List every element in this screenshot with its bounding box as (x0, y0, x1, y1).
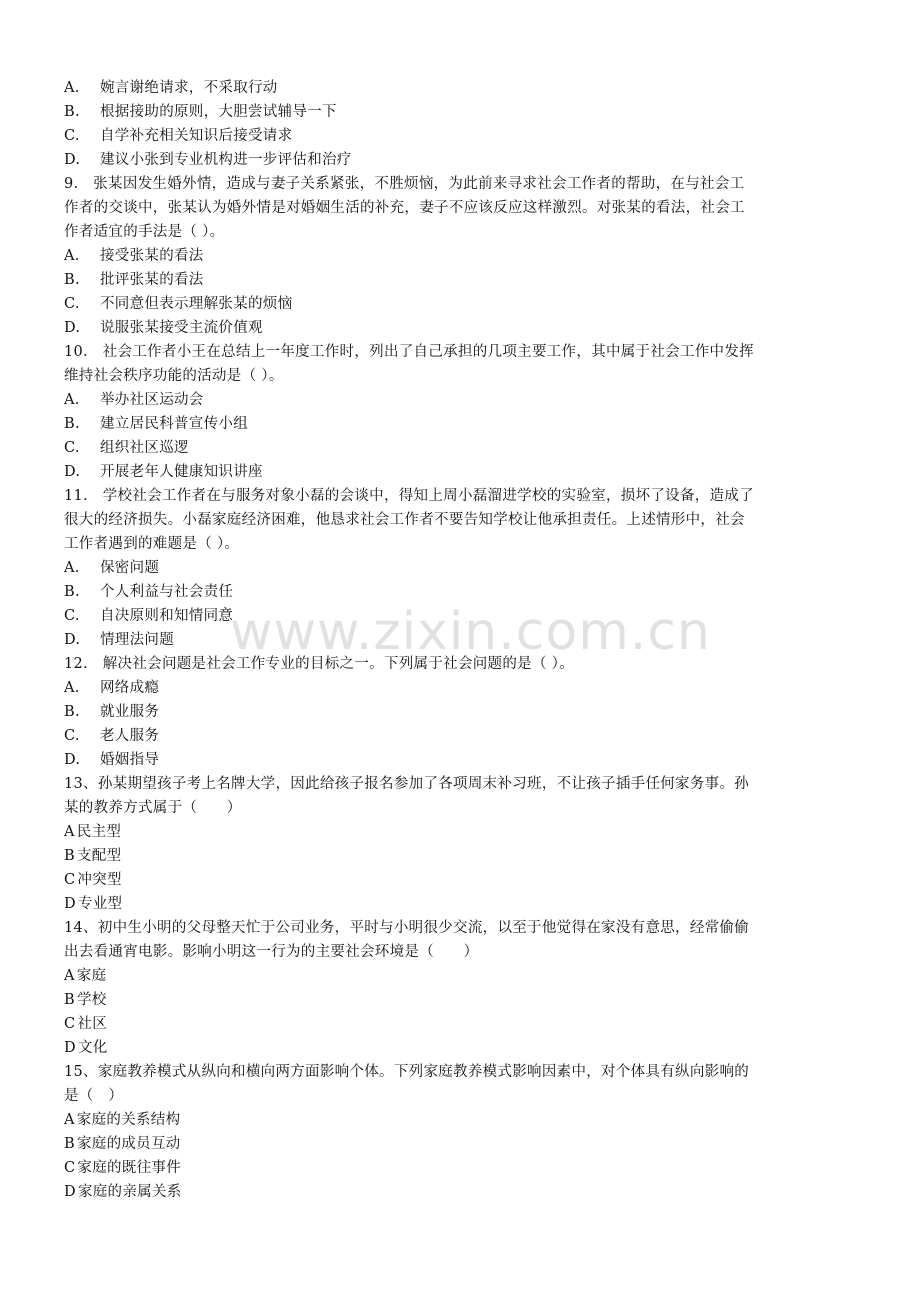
option-key: D. (64, 464, 81, 480)
answer-option (64, 700, 824, 724)
answer-option (64, 412, 824, 436)
option-text: 就业服务 (100, 704, 160, 720)
answer-option (64, 988, 824, 1012)
option-key: C. (64, 296, 80, 312)
option-text: 老人服务 (100, 728, 160, 744)
question-text-line: 15、家庭教养模式从纵向和横向两方面影响个体。下列家庭教养模式影响因素中，对个体具有纵向影响的 (64, 1064, 750, 1080)
option-key: B (64, 1136, 75, 1152)
answer-option (64, 604, 824, 628)
question-text-line: 14、初中生小明的父母整天忙于公司业务，平时与小明很少交流，以至于他觉得在家没有意思，经常偷偷 (64, 920, 750, 936)
option-text: 婉言谢绝请求，不采取行动 (100, 80, 278, 96)
question-text-line: 工作者遇到的难题是（ ）。 (64, 536, 240, 552)
option-key: C (64, 1160, 76, 1176)
answer-option (64, 556, 824, 580)
option-key: D. (64, 320, 81, 336)
option-text: 建立居民科普宣传小组 (100, 416, 248, 432)
option-key: B (64, 848, 75, 864)
option-key: A. (64, 680, 80, 696)
option-text: 根据接助的原则，大胆尝试辅导一下 (100, 104, 337, 120)
option-text: 家庭 (76, 968, 107, 984)
option-key: A (64, 824, 75, 840)
option-text: 冲突型 (77, 872, 122, 888)
answer-option (64, 748, 824, 772)
answer-option (64, 1156, 824, 1180)
option-key: D (64, 1040, 76, 1056)
answer-option (64, 1012, 824, 1036)
answer-option (64, 388, 824, 412)
option-text: 举办社区运动会 (100, 392, 204, 408)
answer-option (64, 100, 824, 124)
option-key: D. (64, 632, 81, 648)
option-text: 开展老年人健康知识讲座 (100, 464, 263, 480)
question-text-line: 某的教养方式属于（ ） (64, 800, 242, 816)
option-text: 说服张某接受主流价值观 (100, 320, 263, 336)
option-text: 组织社区巡逻 (100, 440, 189, 456)
option-text: 建议小张到专业机构进一步评估和治疗 (100, 152, 352, 168)
answer-option (64, 844, 824, 868)
answer-option (64, 244, 824, 268)
answer-option (64, 292, 824, 316)
option-key: C. (64, 728, 80, 744)
document-body (64, 76, 824, 1204)
answer-option (64, 724, 824, 748)
option-key: A. (64, 392, 80, 408)
question-text-line: 作者的交谈中，张某认为婚外情是对婚姻生活的补充，妻子不应该反应这样激烈。对张某的看法，社会工 (64, 200, 745, 216)
option-key: A. (64, 248, 80, 264)
option-key: D. (64, 152, 81, 168)
option-text: 情理法问题 (100, 632, 174, 648)
option-key: D (64, 1184, 76, 1200)
option-text: 保密问题 (100, 560, 160, 576)
question-text-line: 很大的经济损失。小磊家庭经济困难，他恳求社会工作者不要告知学校让他承担责任。上述情形中，社会 (64, 512, 745, 528)
answer-option (64, 460, 824, 484)
option-key: D. (64, 752, 81, 768)
option-key: B. (64, 104, 80, 120)
option-key: A (64, 1112, 75, 1128)
option-key: C. (64, 608, 80, 624)
option-text: 自决原则和知情同意 (100, 608, 234, 624)
option-text: 家庭的关系结构 (76, 1112, 181, 1128)
option-key: B. (64, 584, 80, 600)
option-text: 个人利益与社会责任 (100, 584, 234, 600)
question-text-line: 是（ ） (64, 1088, 124, 1104)
answer-option (64, 268, 824, 292)
question-text-line: 13、孙某期望孩子考上名牌大学，因此给孩子报名参加了各项周末补习班，不让孩子插手任何家务事。孙 (64, 776, 750, 792)
answer-option (64, 868, 824, 892)
answer-option (64, 1180, 824, 1204)
option-key: C. (64, 128, 80, 144)
option-text: 不同意但表示理解张某的烦恼 (100, 296, 293, 312)
answer-option (64, 124, 824, 148)
option-key: C. (64, 440, 80, 456)
option-key: A (64, 968, 75, 984)
question-text-line: 10. 社会工作者小王在总结上一年度工作时，列出了自己承担的几项主要工作，其中属于社会工作中发挥 (64, 344, 754, 360)
option-key: A. (64, 80, 80, 96)
option-text: 家庭的亲属关系 (77, 1184, 182, 1200)
answer-option (64, 820, 824, 844)
question-text-line: 11. 学校社会工作者在与服务对象小磊的会谈中，得知上周小磊溜进学校的实验室，损坏了设备，造成了 (64, 488, 754, 504)
option-text: 自学补充相关知识后接受请求 (100, 128, 293, 144)
option-key: B. (64, 272, 80, 288)
answer-option (64, 1132, 824, 1156)
option-text: 专业型 (77, 896, 123, 912)
option-text: 网络成瘾 (100, 680, 160, 696)
question-text-line: 12. 解决社会问题是社会工作专业的目标之一。下列属于社会问题的是（ ）。 (64, 656, 575, 672)
option-key: B. (64, 704, 80, 720)
question-text-line: 维持社会秩序功能的活动是（ ）。 (64, 368, 284, 384)
option-key: C (64, 872, 76, 888)
answer-option (64, 580, 824, 604)
question-text-line: 作者适宜的手法是（ ）。 (64, 224, 225, 240)
answer-option (64, 436, 824, 460)
answer-option (64, 76, 824, 100)
option-text: 文化 (77, 1040, 108, 1056)
answer-option (64, 316, 824, 340)
answer-option (64, 1036, 824, 1060)
option-key: B (64, 992, 75, 1008)
option-text: 家庭的成员互动 (76, 1136, 181, 1152)
watermark-text: www.zixin.com.cn (230, 602, 711, 662)
option-text: 接受张某的看法 (100, 248, 204, 264)
answer-option (64, 892, 824, 916)
answer-option (64, 628, 824, 652)
answer-option (64, 148, 824, 172)
answer-option (64, 1108, 824, 1132)
option-text: 社区 (77, 1016, 108, 1032)
option-text: 婚姻指导 (100, 752, 160, 768)
answer-option (64, 964, 824, 988)
option-text: 学校 (76, 992, 107, 1008)
option-key: C (64, 1016, 76, 1032)
option-text: 家庭的既往事件 (77, 1160, 182, 1176)
option-key: A. (64, 560, 80, 576)
option-key: B. (64, 416, 80, 432)
question-text-line: 出去看通宵电影。影响小明这一行为的主要社会环境是（ ） (64, 944, 479, 960)
option-text: 批评张某的看法 (100, 272, 204, 288)
option-key: D (64, 896, 76, 912)
question-text-line: 9. 张某因发生婚外情，造成与妻子关系紧张，不胜烦恼，为此前来寻求社会工作者的帮助，在与社会工 (64, 176, 745, 192)
option-text: 民主型 (76, 824, 122, 840)
answer-option (64, 676, 824, 700)
option-text: 支配型 (76, 848, 122, 864)
